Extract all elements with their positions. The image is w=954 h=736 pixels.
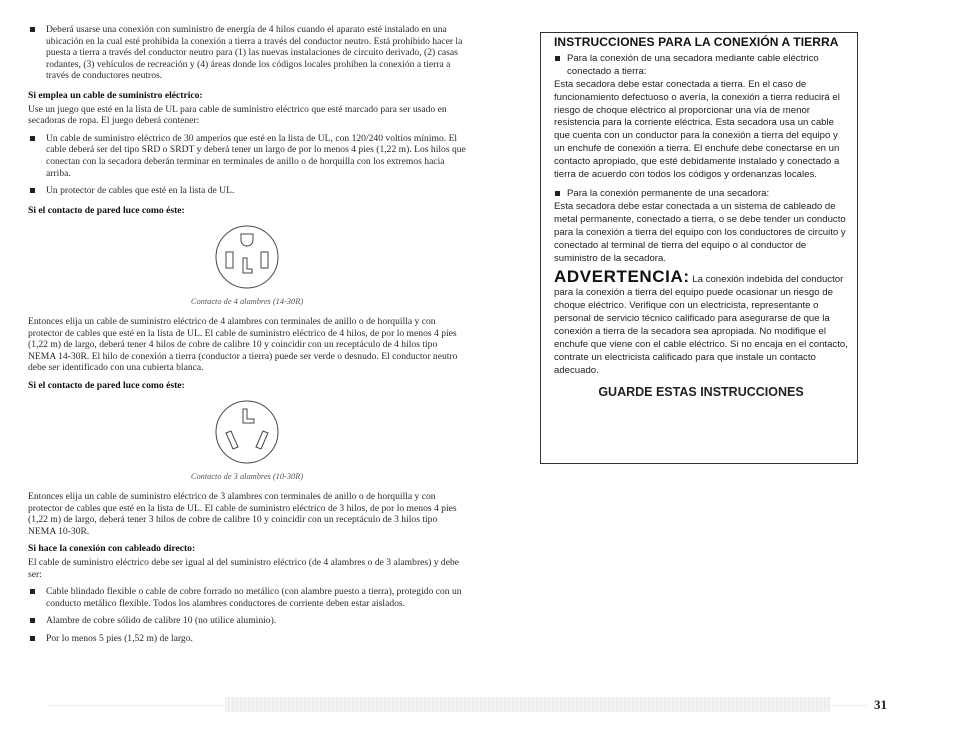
bullet-square-icon <box>30 27 35 32</box>
intro-bullet-text: Deberá usarse una conexión con suministro de energía de 4 hilos cuando el aparato esté instalado en una ubicación en la cual esté prohibida la conexión a tierra a través del conductor neutro. Está prohibido hacer la puesta a tierra a través del conductor neutro para (1) las nuevas instalaciones de circuito derivado, (2) casas rodantes, (3) vehículos de recreación y (4) áreas donde los códigos locales prohíben la conexión a tierra a través de conductores neutros. <box>46 24 463 82</box>
outlet-3-wire-icon <box>212 397 282 467</box>
direct-bullet-1: Cable blindado flexible o cable de cobre forrado no metálico (con alambre puesto a tierra), protegido con un conducto metálico flexible. Todos los alambres conductores de corriente deben estar aislados. <box>46 586 462 609</box>
list-item <box>28 615 466 627</box>
three-wire-paragraph: Entonces elija un cable de suministro eléctrico de 3 alambres con terminales de anillo o de horquilla y con protector de cables que esté en la lista de UL. El cable de suministro eléctrico de 3 hilos, de por lo menos 4 pies (1,22 m) de largo, deberá tener 3 hilos de cobre de calibre 10 y coincidir con un receptáculo de 3 hilos tipo NEMA 10-30R. <box>28 491 457 537</box>
caption-outlet-3wire: Contacto de 3 alambres (10-30R) <box>190 472 304 482</box>
list-item <box>28 185 466 197</box>
box-paragraph-1: Esta secadora debe estar conectada a tierra. En el caso de funcionamiento defectuoso o avería, la conexión a tierra reducirá el riesgo de choque eléctrico al proporcionar una vía de menor resistencia para la corriente eléctrica. Esta secadora usa un cable que cuenta con un conductor para la conexión a tierra del equipo y un enchufe de conexión a tierra. El enchufe debe conectarse en un contacto apropiado, que esté debidamente instalado y conectado a tierra de acuerdo con todos los códigos y ordenanzas locales. <box>554 78 840 181</box>
bullet-square-icon <box>30 618 35 623</box>
direct-bullet-2: Alambre de cobre sólido de calibre 10 (no utilice aluminio). <box>46 615 277 627</box>
bullet-square-icon <box>30 589 35 594</box>
outlet-4-wire-icon <box>212 222 282 292</box>
box-paragraph-2: Esta secadora debe estar conectada a un sistema de cableado de metal permanente, conectado a tierra, o se debe tender un conducto para la conexión a tierra del equipo con los conductores de circuito y conectado al terminal de tierra del equipo o al conductor de suministro de la secadora. <box>554 200 846 264</box>
heading-outlet-4wire: Si el contacto de pared luce como éste: <box>28 204 185 216</box>
list-item <box>28 633 466 645</box>
left-column <box>28 24 466 645</box>
page-number: 31 <box>874 697 887 712</box>
box-bullet-1: Para la conexión de una secadora mediante cable eléctrico conectado a tierra: <box>567 52 819 77</box>
list-item <box>554 53 848 79</box>
footer-decorative-bar <box>225 697 830 712</box>
bullet-square-icon <box>30 188 35 193</box>
warning-label: ADVERTENCIA: <box>554 267 690 287</box>
list-item <box>554 188 848 201</box>
direct-bullet-3: Por lo menos 5 pies (1,52 m) de largo. <box>46 633 193 644</box>
save-instructions-footer: GUARDE ESTAS INSTRUCCIONES <box>598 384 804 399</box>
list-item <box>28 133 466 179</box>
bullet-square-icon <box>30 136 35 141</box>
bullet-square-icon <box>30 636 35 641</box>
four-wire-paragraph: Entonces elija un cable de suministro eléctrico de 4 alambres con terminales de anillo o de horquilla y con protector de cables que esté en la lista de UL. El cable de suministro eléctrico de 4 hilos, de por lo menos 4 pies (1,22 m) de largo, deberá tener 4 hilos de cobre de calibre 10 y coincidir con un receptáculo de 4 hilos tipo NEMA 14-30R. El hilo de conexión a tierra (conductor a tierra) puede ser verde o desnudo. El conductor neutro debe ser identificado con una cubierta blanca. <box>28 315 458 374</box>
box-title: INSTRUCCIONES PARA LA CONEXIÓN A TIERRA <box>554 35 839 49</box>
grounding-instructions-box <box>540 32 858 464</box>
direct-paragraph: El cable de suministro eléctrico debe ser igual al del suministro eléctrico (de 4 alambres o de 3 alambres) y debe ser: <box>28 557 460 580</box>
warning-text: La conexión indebida del conductor para la conexión a tierra del equipo puede ocasionar un riesgo de choque eléctrico. Verifique con un electricista, representante o personal de servicio técnico calificado para asegurarse de que la conexión a tierra de la secadora sea apropiada. No modifique el enchufe que viene con el cable eléctrico. Si no encaja en el contacto, contrate un electricista calificado para que instale un contacto adecuado. <box>554 274 848 376</box>
list-item <box>28 24 466 82</box>
caption-outlet-4wire: Contacto de 4 alambres (14-30R) <box>190 297 304 307</box>
warning-paragraph <box>554 267 848 377</box>
list-item <box>28 586 466 609</box>
heading-outlet-3wire: Si el contacto de pared luce como éste: <box>28 379 185 391</box>
heading-power-cord: Si emplea un cable de suministro eléctrico: <box>28 89 203 101</box>
bullet-square-icon <box>555 56 560 61</box>
heading-direct-wire: Si hace la conexión con cableado directo: <box>28 543 196 555</box>
box-bullet-2: Para la conexión permanente de una secadora: <box>567 187 770 199</box>
cable-bullet-2: Un protector de cables que esté en la lista de UL. <box>46 185 235 197</box>
cable-paragraph: Use un juego que esté en la lista de UL para cable de suministro eléctrico que esté marcado para ser usado en secadoras de ropa. El juego deberá contener: <box>28 103 447 127</box>
bullet-square-icon <box>555 191 560 196</box>
cable-bullet-1: Un cable de suministro eléctrico de 30 amperios que esté en la lista de UL, con 120/240 voltios mínimo. El cable deberá ser del tipo SRD o SRDT y deberá tener un largo de por lo menos 4 pies (1,22 m). Los hilos que conectan con la secadora deberán terminar en terminales de anillo o de horquilla con los extremos hacia arriba. <box>46 132 466 179</box>
